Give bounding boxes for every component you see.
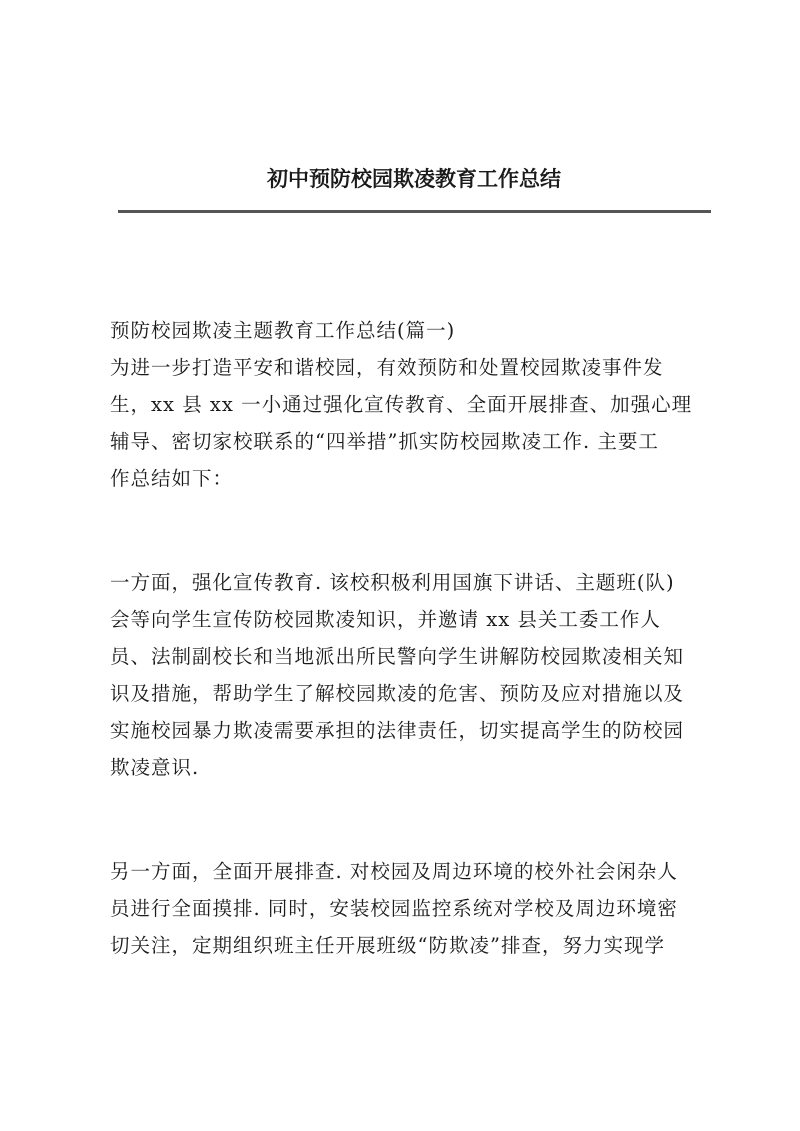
- paragraph-line: 会等向学生宣传防校园欺凌知识，并邀请 xx 县关工委工作人: [110, 608, 661, 631]
- title-underline: [118, 210, 711, 213]
- paragraph-screening: [110, 853, 710, 964]
- paragraph-line: 员进行全面摸排. 同时，安装校园监控系统对学校及周边环境密: [110, 897, 678, 920]
- paragraph-line: 员、法制副校长和当地派出所民警向学生讲解防校园欺凌相关知: [110, 645, 685, 668]
- paragraph-intro: [110, 349, 710, 497]
- paragraph-line: 实施校园暴力欺凌需要承担的法律责任，切实提高学生的防校园: [110, 719, 685, 742]
- paragraph-line: 为进一步打造平安和谐校园，有效预防和处置校园欺凌事件发: [110, 356, 664, 379]
- paragraph-line: 作总结如下：: [110, 467, 234, 490]
- section-heading: [110, 312, 710, 349]
- paragraph-line: 辅导、密切家校联系的“四举措”抓实防校园欺凌工作. 主要工: [110, 430, 659, 453]
- paragraph-line: 切关注，定期组织班主任开展班级“防欺凌”排查，努力实现学: [110, 934, 665, 957]
- paragraph-line: 另一方面，全面开展排查. 对校园及周边环境的校外社会闲杂人: [110, 860, 678, 883]
- paragraph-line: 识及措施，帮助学生了解校园欺凌的危害、预防及应对措施以及: [110, 682, 685, 705]
- paragraph-publicity: [110, 564, 710, 786]
- paragraph-line: 欺凌意识.: [110, 756, 200, 779]
- section-heading-text: 预防校园欺凌主题教育工作总结(篇一): [110, 319, 456, 342]
- paragraph-line: 一方面，强化宣传教育. 该校积极利用国旗下讲话、主题班(队): [110, 571, 675, 594]
- paragraph-line: 生，xx 县 xx 一小通过强化宣传教育、全面开展排查、加强心理: [110, 393, 693, 416]
- document-title: 初中预防校园欺凌教育工作总结: [267, 166, 561, 191]
